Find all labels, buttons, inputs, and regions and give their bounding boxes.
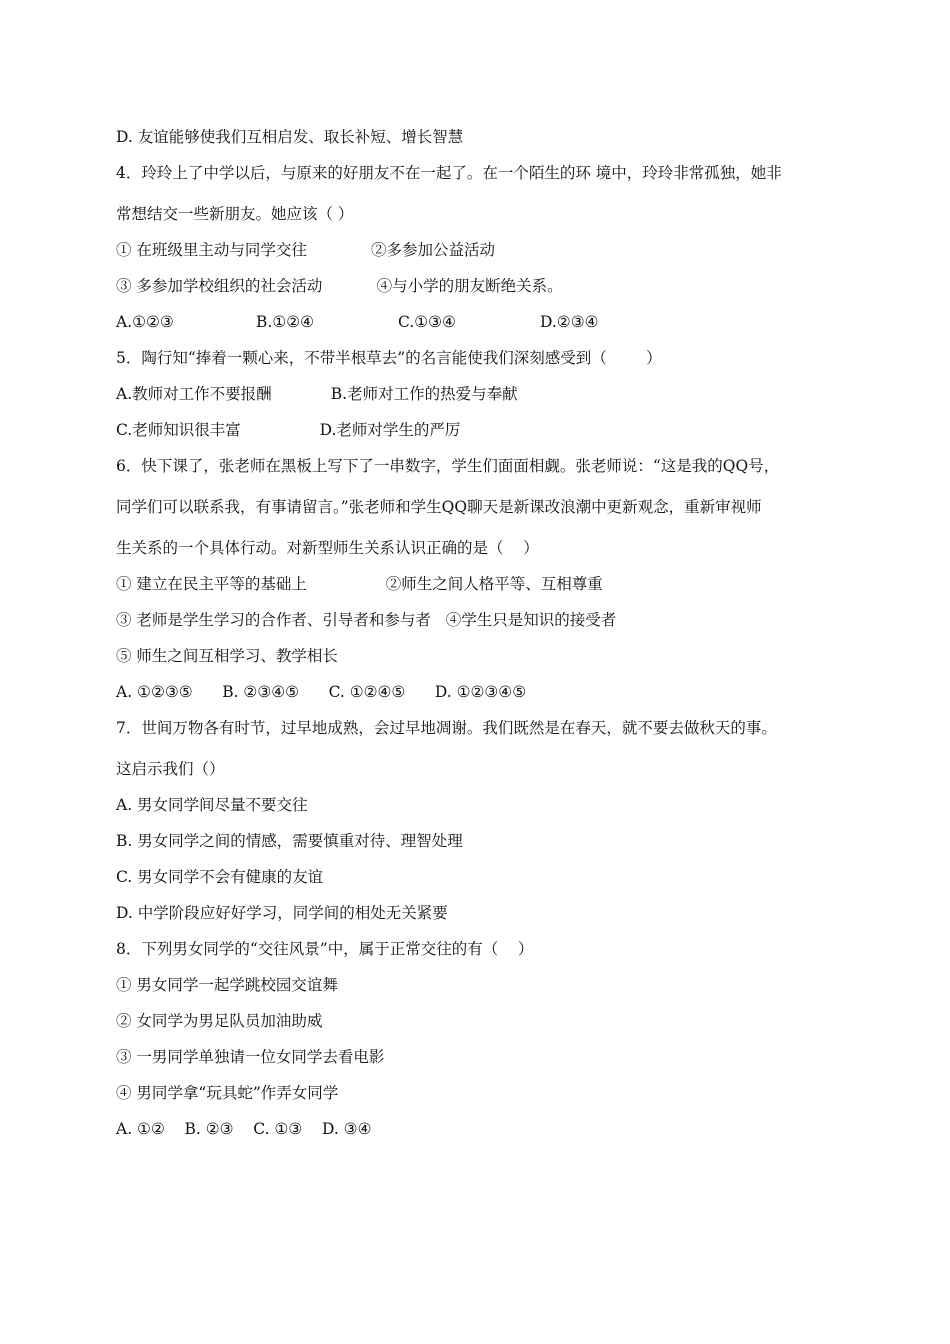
q6-stem-line-1: 6．快下课了，张老师在黑板上写下了一串数字，学生们面面相觑。张老师说：“这是我的QQ号， — [116, 457, 780, 475]
q6-item-2: ③ 老师是学生学习的合作者、引导者和参与者 ④学生只是知识的接受者 — [116, 611, 617, 629]
q4-items-line-2: ③ 多参加学校组织的社会活动 ④与小学的朋友断绝关系。 — [116, 277, 563, 295]
q6-item-3: ⑤ 师生之间互相学习、教学相长 — [116, 647, 338, 665]
q6-stem-line-2: 同学们可以联系我，有事请留言。”张老师和学生QQ聊天是新课改浪潮中更新观念，重新审视师 — [116, 498, 762, 516]
q6-stem-line-3: 生关系的一个具体行动。对新型师生关系认识正确的是（ ） — [116, 539, 539, 557]
q4-stem-line-2: 常想结交一些新朋友。她应该（ ） — [116, 205, 354, 223]
q6-options: A. ①②③⑤ B. ②③④⑤ C. ①②④⑤ D. ①②③④⑤ — [116, 683, 527, 701]
q8-item-1: ① 男女同学一起学跳校园交谊舞 — [116, 976, 338, 994]
q7-stem-line-2: 这启示我们（） — [116, 760, 225, 778]
q8-item-2: ② 女同学为男足队员加油助威 — [116, 1012, 323, 1030]
q4-option-a: A.①②③ — [116, 313, 174, 331]
q8-options: A. ①② B. ②③ C. ①③ D. ③④ — [116, 1120, 372, 1138]
q5-stem: 5．陶行知“捧着一颗心来，不带半根草去”的名言能使我们深刻感受到（ ） — [116, 349, 662, 367]
q6-item-1: ① 建立在民主平等的基础上 ②师生之间人格平等、互相尊重 — [116, 575, 603, 593]
q7-option-a: A. 男女同学间尽量不要交往 — [116, 796, 308, 814]
q7-stem-line-1: 7．世间万物各有时节，过早地成熟，会过早地凋谢。我们既然是在春天，就不要去做秋天的事。 — [116, 719, 777, 737]
q4-option-d: D.②③④ — [540, 313, 599, 331]
q4-items-line-1: ① 在班级里主动与同学交往 ②多参加公益活动 — [116, 241, 495, 259]
q7-option-b: B. 男女同学之间的情感，需要慎重对待、理智处理 — [116, 832, 463, 850]
q7-option-d: D. 中学阶段应好好学习，同学间的相处无关紧要 — [116, 904, 448, 922]
q8-stem: 8．下列男女同学的“交往风景”中，属于正常交往的有（ ） — [116, 940, 534, 958]
q4-option-b: B.①②④ — [256, 313, 315, 331]
q5-options-line-2: C.老师知识很丰富 D.老师对学生的严厉 — [116, 421, 461, 439]
q4-option-c: C.①③④ — [398, 313, 456, 331]
q4-stem-line-1: 4．玲玲上了中学以后，与原来的好朋友不在一起了。在一个陌生的环 境中，玲玲非常孤独，她非 — [116, 164, 782, 182]
q3-option-d: D. 友谊能够使我们互相启发、取长补短、增长智慧 — [116, 128, 464, 146]
q7-option-c: C. 男女同学不会有健康的友谊 — [116, 868, 324, 886]
q8-item-3: ③ 一男同学单独请一位女同学去看电影 — [116, 1048, 385, 1066]
q8-item-4: ④ 男同学拿“玩具蛇”作弄女同学 — [116, 1084, 339, 1102]
q5-options-line-1: A.教师对工作不要报酬 B.老师对工作的热爱与奉献 — [116, 385, 518, 403]
